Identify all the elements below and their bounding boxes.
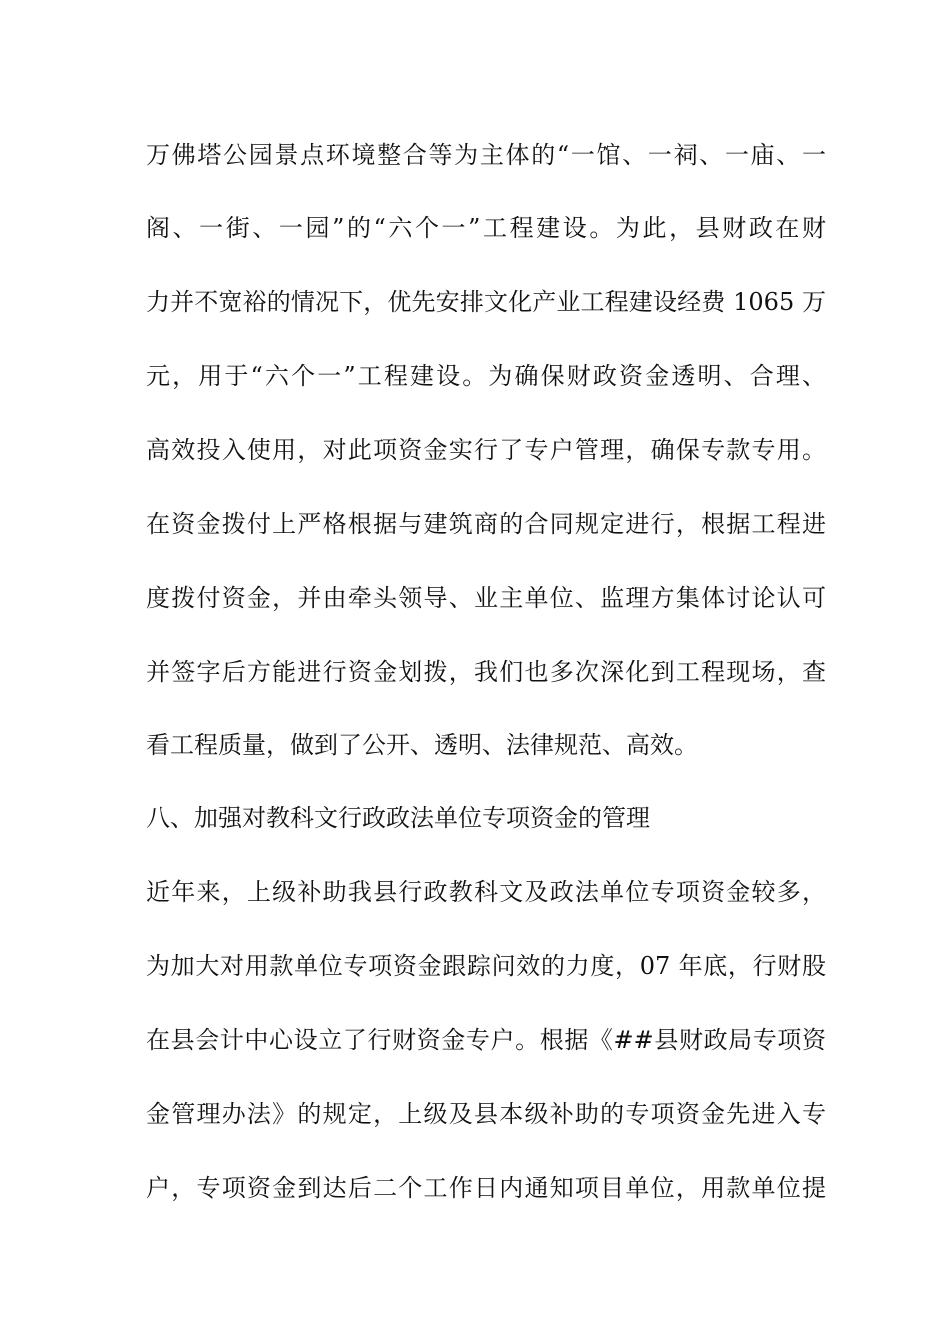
paragraph-line: 在县会计中心设立了行财资金专户。根据《##县财政局专项资	[146, 1026, 826, 1054]
paragraph-line: 户，专项资金到达后二个工作日内通知项目单位，用款单位提	[146, 1174, 826, 1202]
paragraph-line: 为加大对用款单位专项资金跟踪问效的力度，07 年底，行财股	[146, 952, 826, 980]
section-heading: 八、加强对教科文行政政法单位专项资金的管理	[146, 804, 650, 832]
paragraph-line: 在资金拨付上严格根据与建筑商的合同规定进行，根据工程进	[146, 510, 826, 538]
paragraph-line: 度拨付资金，并由牵头领导、业主单位、监理方集体讨论认可	[146, 584, 826, 612]
paragraph-line: 近年来，上级补助我县行政教科文及政法单位专项资金较多，	[146, 878, 826, 906]
paragraph-line: 金管理办法》的规定，上级及县本级补助的专项资金先进入专	[146, 1100, 826, 1128]
paragraph-line: 高效投入使用，对此项资金实行了专户管理，确保专款专用。	[146, 436, 826, 464]
paragraph-line: 并签字后方能进行资金划拨，我们也多次深化到工程现场，查	[146, 658, 826, 686]
paragraph-line: 看工程质量，做到了公开、透明、法律规范、高效。	[146, 731, 698, 759]
paragraph-line: 元，用于“六个一”工程建设。为确保财政资金透明、合理、	[146, 362, 826, 390]
paragraph-line: 阁、一街、一园”的“六个一”工程建设。为此，县财政在财	[146, 214, 826, 242]
paragraph-line: 力并不宽裕的情况下，优先安排文化产业工程建设经费 1065 万	[146, 288, 826, 316]
paragraph-line: 万佛塔公园景点环境整合等为主体的“一馆、一祠、一庙、一	[146, 141, 826, 169]
